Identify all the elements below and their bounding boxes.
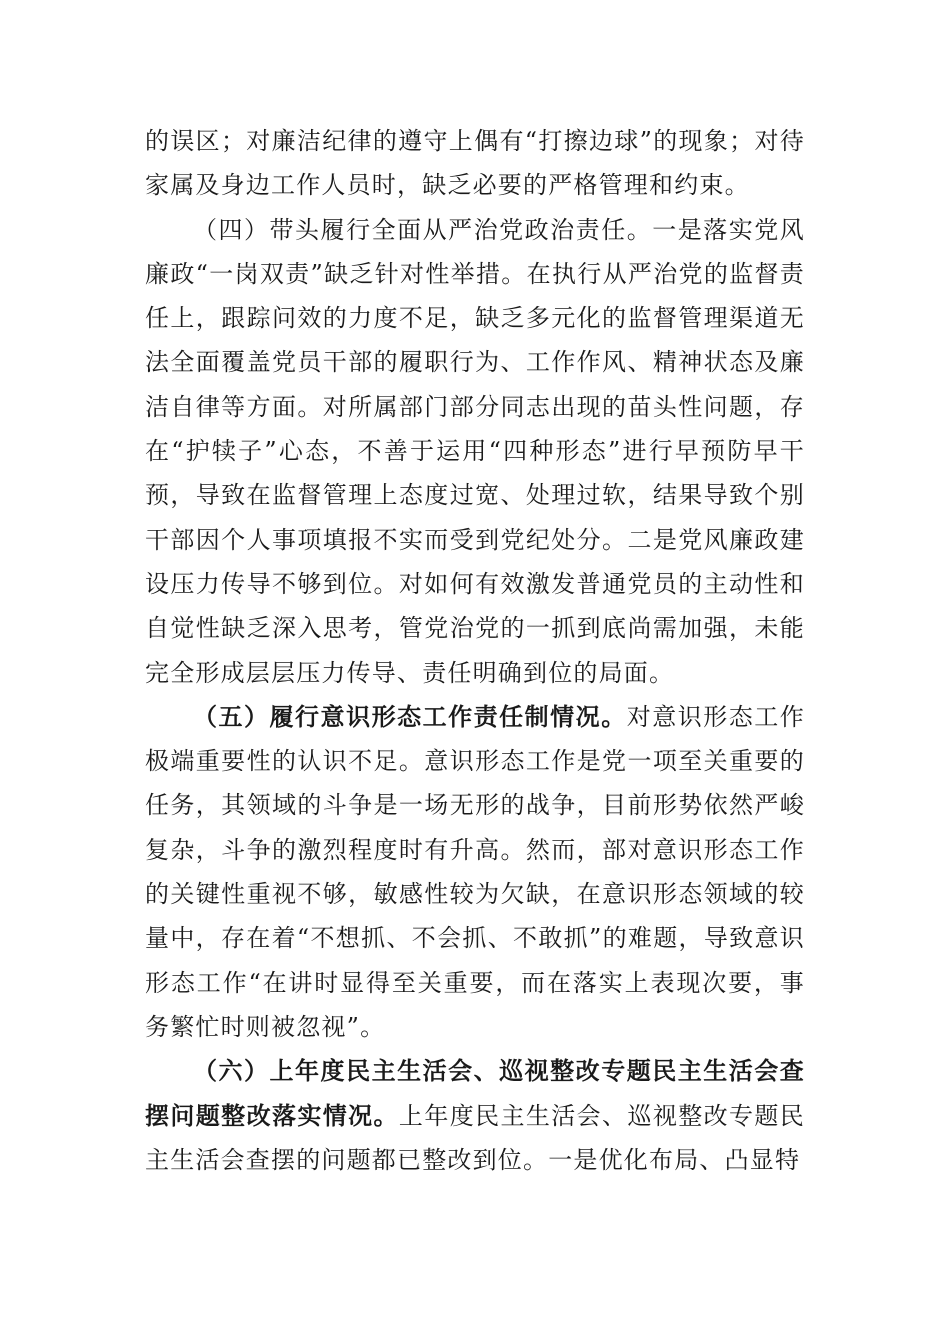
paragraph-body: 对意识形态工作极端重要性的认识不足。意识形态工作是党一项至关重要的任务，其领域的斗争是一场无形的战争，目前形势依然严峻复杂，斗争的激烈程度时有升高。然而，部对意识形态工作的关键性重视不够，敏感性较为欠缺，在意识形态领域的较量中，存在着“不想抓、不会抓、不敢抓”的难题，导致意识形态工作“在讲时显得至关重要，而在落实上表现次要，事务繁忙时则被忽视”。 [145,702,805,1041]
paragraph-body: （四）带头履行全面从严治党政治责任。一是落实党风廉政“一岗双责”缺乏针对性举措。在执行从严治党的监督责任上，跟踪问效的力度不足，缺乏多元化的监督管理渠道无法全面覆盖党员干部的履职行为、工作作风、精神状态及廉洁自律等方面。对所属部门部分同志出现的苗头性问题，存在“护犊子”心态，不善于运用“四种形态”进行早预防早干预，导致在监督管理上态度过宽、处理过软，结果导致个别干部因个人事项填报不实而受到党纪处分。二是党风廉政建设压力传导不够到位。对如何有效激发普通党员的主动性和自觉性缺乏深入思考，管党治党的一抓到底尚需加强，未能完全形成层层压力传导、责任明确到位的局面。 [145,215,805,687]
paragraph-section-4 [145,208,805,695]
paragraph-heading: （五）履行意识形态工作责任制情况。 [193,701,627,731]
paragraph-heading: （六）上年度民主生活会、巡视整改专题民主生活会查摆问题整改落实情况。 [145,1056,805,1130]
paragraph-body: 的误区；对廉洁纪律的遵守上偶有“打擦边球”的现象；对待家属及身边工作人员时，缺乏必要的严格管理和约束。 [145,127,805,200]
paragraph-section-6 [145,1049,805,1182]
document-page [145,119,805,1182]
paragraph-continuation [145,119,805,208]
paragraph-section-5 [145,695,805,1049]
paragraph-body: 上年度民主生活会、巡视整改专题民主生活会查摆的问题都已整改到位。一是优化布局、凸显特 [145,1101,805,1174]
